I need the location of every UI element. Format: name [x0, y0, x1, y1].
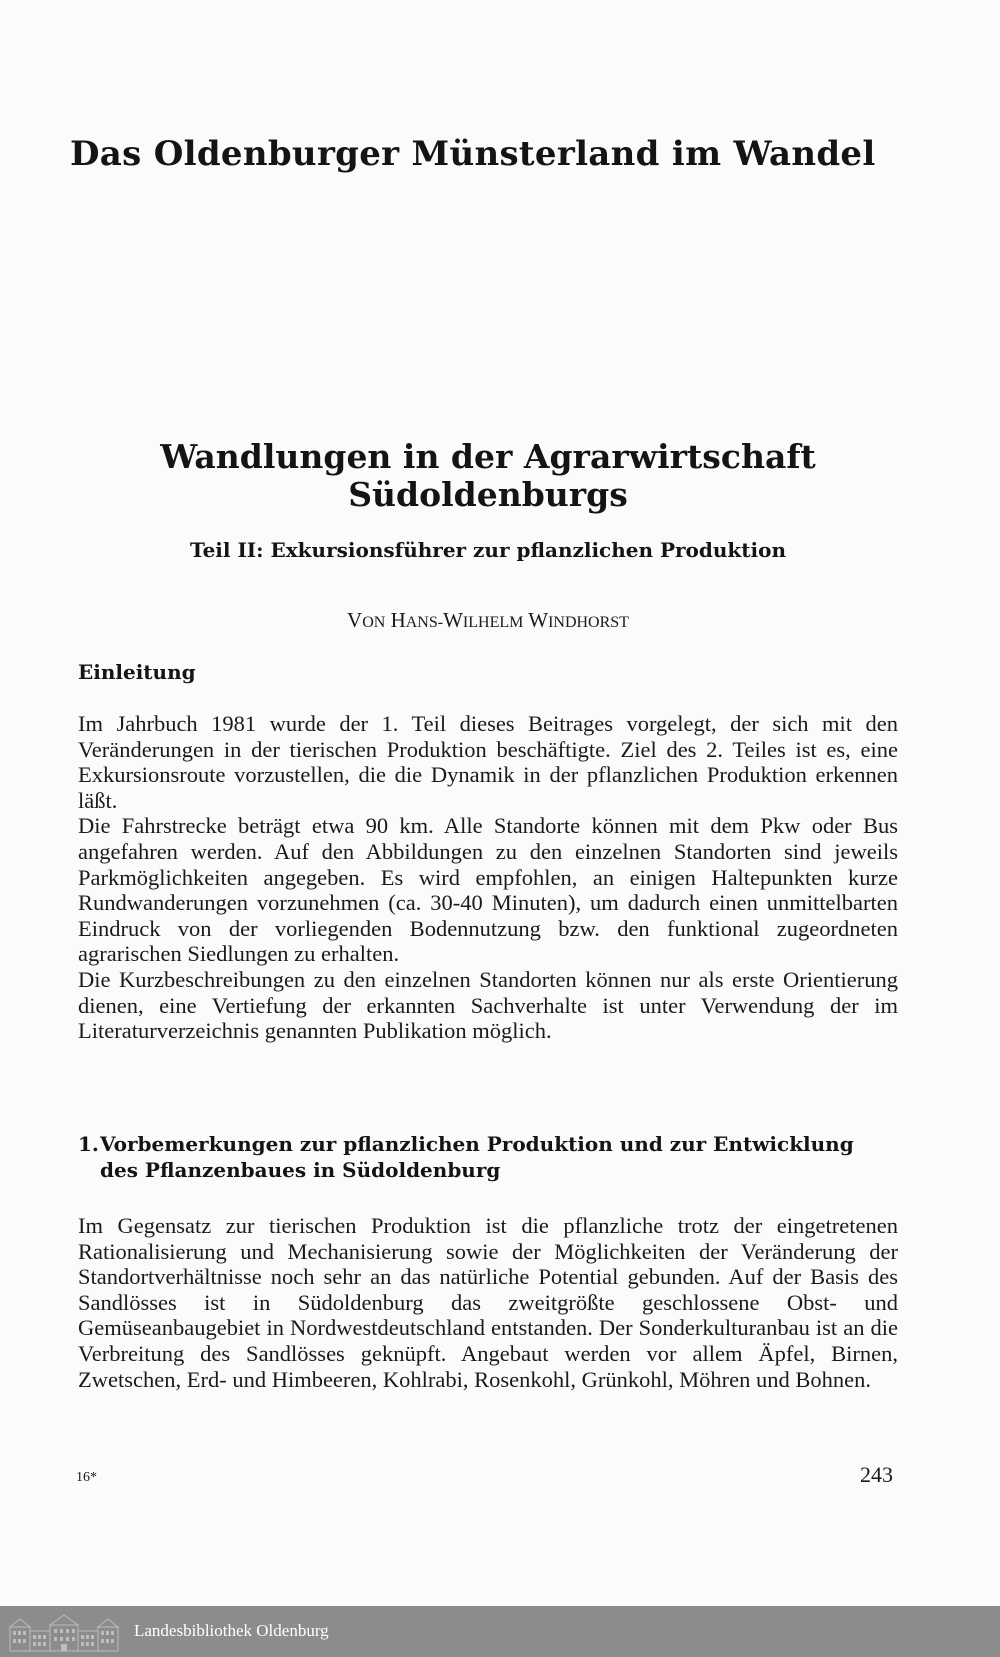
article-subtitle: Teil II: Exkursionsführer zur pflanzlichen Produktion: [189, 538, 786, 562]
author-hyphen: -: [437, 614, 444, 631]
author-last-rest: INDHORST: [548, 614, 629, 631]
author-last-initial: W: [528, 608, 549, 632]
author-first2-rest: ILHELM: [462, 614, 524, 631]
section-number: 1.: [78, 1132, 99, 1156]
author-byline: [0, 608, 976, 633]
article-title-line-2: Südoldenburgs: [348, 475, 628, 514]
intro-body: [78, 711, 898, 1044]
author-von-initial: V: [347, 608, 363, 632]
section-heading: [78, 1131, 908, 1183]
author-first1-rest: ANS: [405, 614, 438, 631]
library-name: Landesbibliothek Oldenburg: [134, 1621, 329, 1640]
author-first1-initial: H: [390, 608, 406, 632]
section-paragraph: Im Gegensatz zur tierischen Produktion ist die pflanzliche trotz der eingetretenen Rationalisierung und Mechanisierung sowie der Möglichkeiten der Veränderung der Standortverhältnisse noch sehr an das natürliche Potential gebunden. Auf der Basis des Sandlösses ist in Südoldenburg das zweitgrößte geschlossene Obst- und Gemüseanbaugebiet in Nordwestdeutschland entstanden. Der Sonderkulturanbau ist an die Verbreitung des Sandlösses geknüpft. Angebaut werden vor allem Äpfel, Birnen, Zwetschen, Erd- und Himbeeren, Kohlrabi, Rosenkohl, Grünkohl, Möhren und Bohnen.: [78, 1213, 898, 1392]
section-heading-line-2: des Pflanzenbaues in Südoldenburg: [100, 1158, 501, 1182]
signature-mark: 16*: [76, 1470, 97, 1485]
article-title: [0, 438, 976, 514]
article-title-line-1: Wandlungen in der Agrarwirtschaft: [160, 437, 816, 476]
page-number: 243: [860, 1462, 893, 1487]
library-building-icon: [8, 1611, 120, 1653]
section-body: [78, 1213, 898, 1392]
intro-paragraph: Die Fahrstrecke beträgt etwa 90 km. Alle Standorte können mit dem Pkw oder Bus angefahren werden. Auf den Abbildungen zu den einzelnen Standorten sind jeweils Parkmöglichkeiten angegeben. Es wird empfohlen, an einigen Haltepunkten kurze Rundwanderungen vorzunehmen (ca. 30-40 Minuten), um dadurch einen unmittelbarten Eindruck von der vorliegenden Bodennutzung bzw. den funktional zugeordneten agrarischen Siedlungen zu erhalten.: [78, 813, 898, 967]
library-footer-bar: [0, 1606, 1000, 1657]
intro-paragraph: Die Kurzbeschreibungen zu den einzelnen Standorten können nur als erste Orientierung dienen, eine Vertiefung der erkannten Sachverhalte ist unter Verwendung der im Literaturverzeichnis genannten Publikation möglich.: [78, 966, 898, 1044]
author-von-rest: ON: [362, 614, 386, 631]
section-heading-line-1: Vorbemerkungen zur pflanzlichen Produktion und zur Entwicklung: [100, 1132, 854, 1156]
author-first2-initial: W: [443, 608, 463, 632]
book-title: Das Oldenburger Münsterland im Wandel: [70, 134, 876, 174]
intro-heading: Einleitung: [78, 660, 196, 684]
intro-paragraph: Im Jahrbuch 1981 wurde der 1. Teil dieses Beitrages vorgelegt, der sich mit den Veränderungen in der tierischen Produktion beschäftigte. Ziel des 2. Teiles ist es, eine Exkursionsroute vorzustellen, die die Dynamik in der pflanzlichen Produktion erkennen läßt.: [78, 711, 898, 813]
